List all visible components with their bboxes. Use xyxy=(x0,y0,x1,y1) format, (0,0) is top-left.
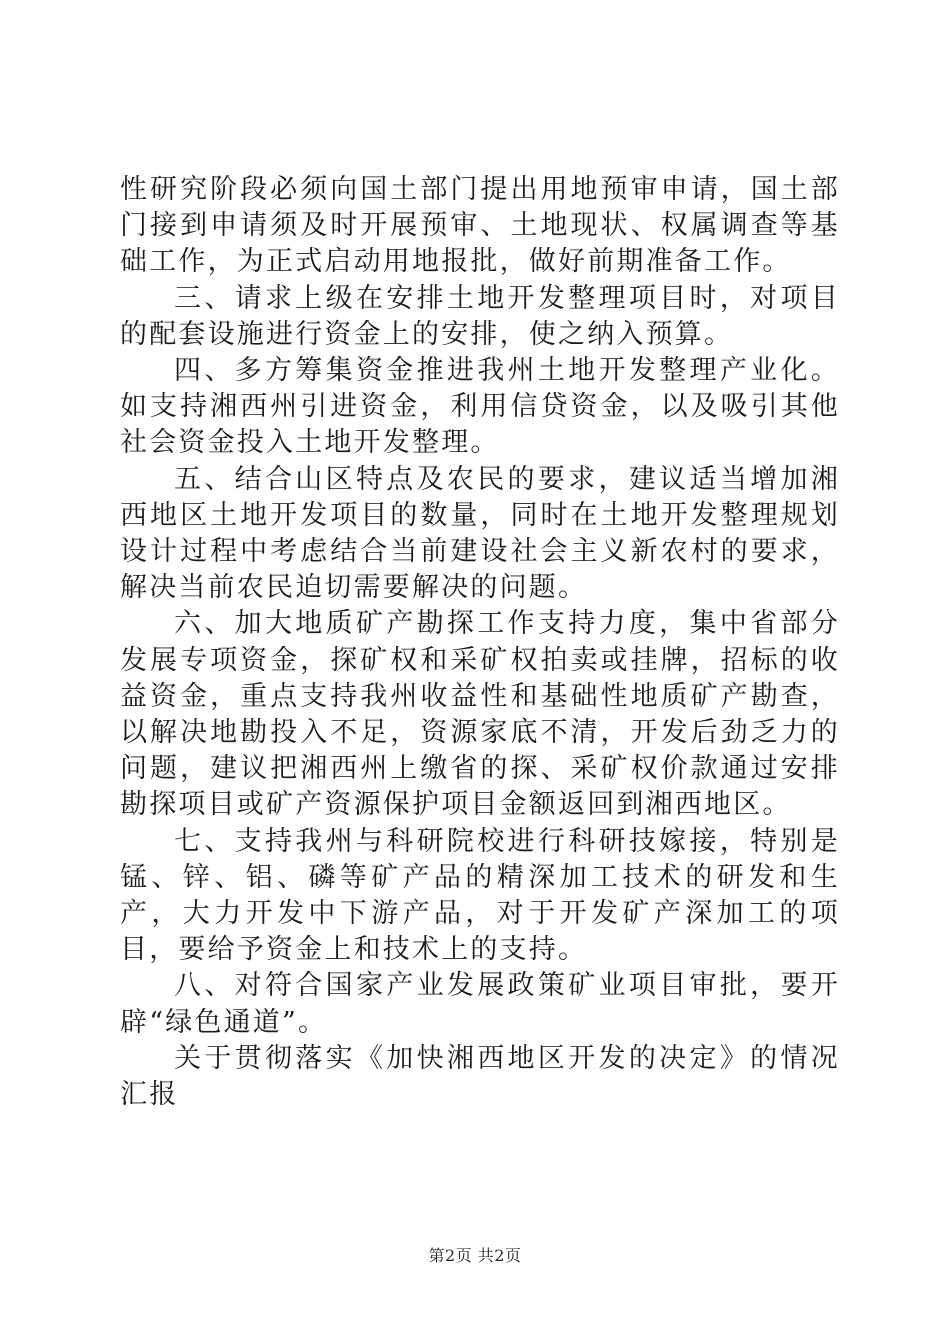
page-number-footer: 第2页 共2页 xyxy=(428,1246,522,1265)
paragraph-item-8: 八、对符合国家产业发展政策矿业项目审批，要开辟“绿色通道”。 xyxy=(120,970,840,1038)
paragraph-item-3: 三、请求上级在安排土地开发整理项目时，对项目的配套设施进行资金上的安排，使之纳入预算。 xyxy=(120,282,840,350)
paragraph-item-6: 六、加大地质矿产勘探工作支持力度，集中省部分发展专项资金，探矿权和采矿权拍卖或挂牌，招标的收益资金，重点支持我州收益性和基础性地质矿产勘查，以解决地勘投入不足，资源家底不清，开发后劲乏力的问题，建议把湘西州上缴省的探、采矿权价款通过安排勘探项目或矿产资源保护项目金额返回到湘西地区。 xyxy=(120,608,840,821)
document-body xyxy=(120,172,840,1113)
paragraph-continued: 性研究阶段必须向国土部门提出用地预审申请，国土部门接到申请须及时开展预审、土地现状、权属调查等基础工作，为正式启动用地报批，做好前期准备工作。 xyxy=(120,174,840,278)
report-title-line: 关于贯彻落实《加快湘西地区开发的决定》的情况汇报 xyxy=(120,1042,840,1111)
paragraph-item-7: 七、支持我州与科研院校进行科研技嫁接，特别是锰、锌、铝、磷等矿产品的精深加工技术的研发和生产，大力开发中下游产品，对于开发矿产深加工的项目，要给予资金上和技术上的支持。 xyxy=(120,825,840,966)
paragraph-item-4: 四、多方筹集资金推进我州土地开发整理产业化。如支持湘西州引进资金，利用信贷资金，以及吸引其他社会资金投入土地开发整理。 xyxy=(120,355,840,459)
paragraph-item-5: 五、结合山区特点及农民的要求，建议适当增加湘西地区土地开发项目的数量，同时在土地开发整理规划设计过程中考虑结合当前建设社会主义新农村的要求，解决当前农民迫切需要解决的问题。 xyxy=(120,463,840,604)
